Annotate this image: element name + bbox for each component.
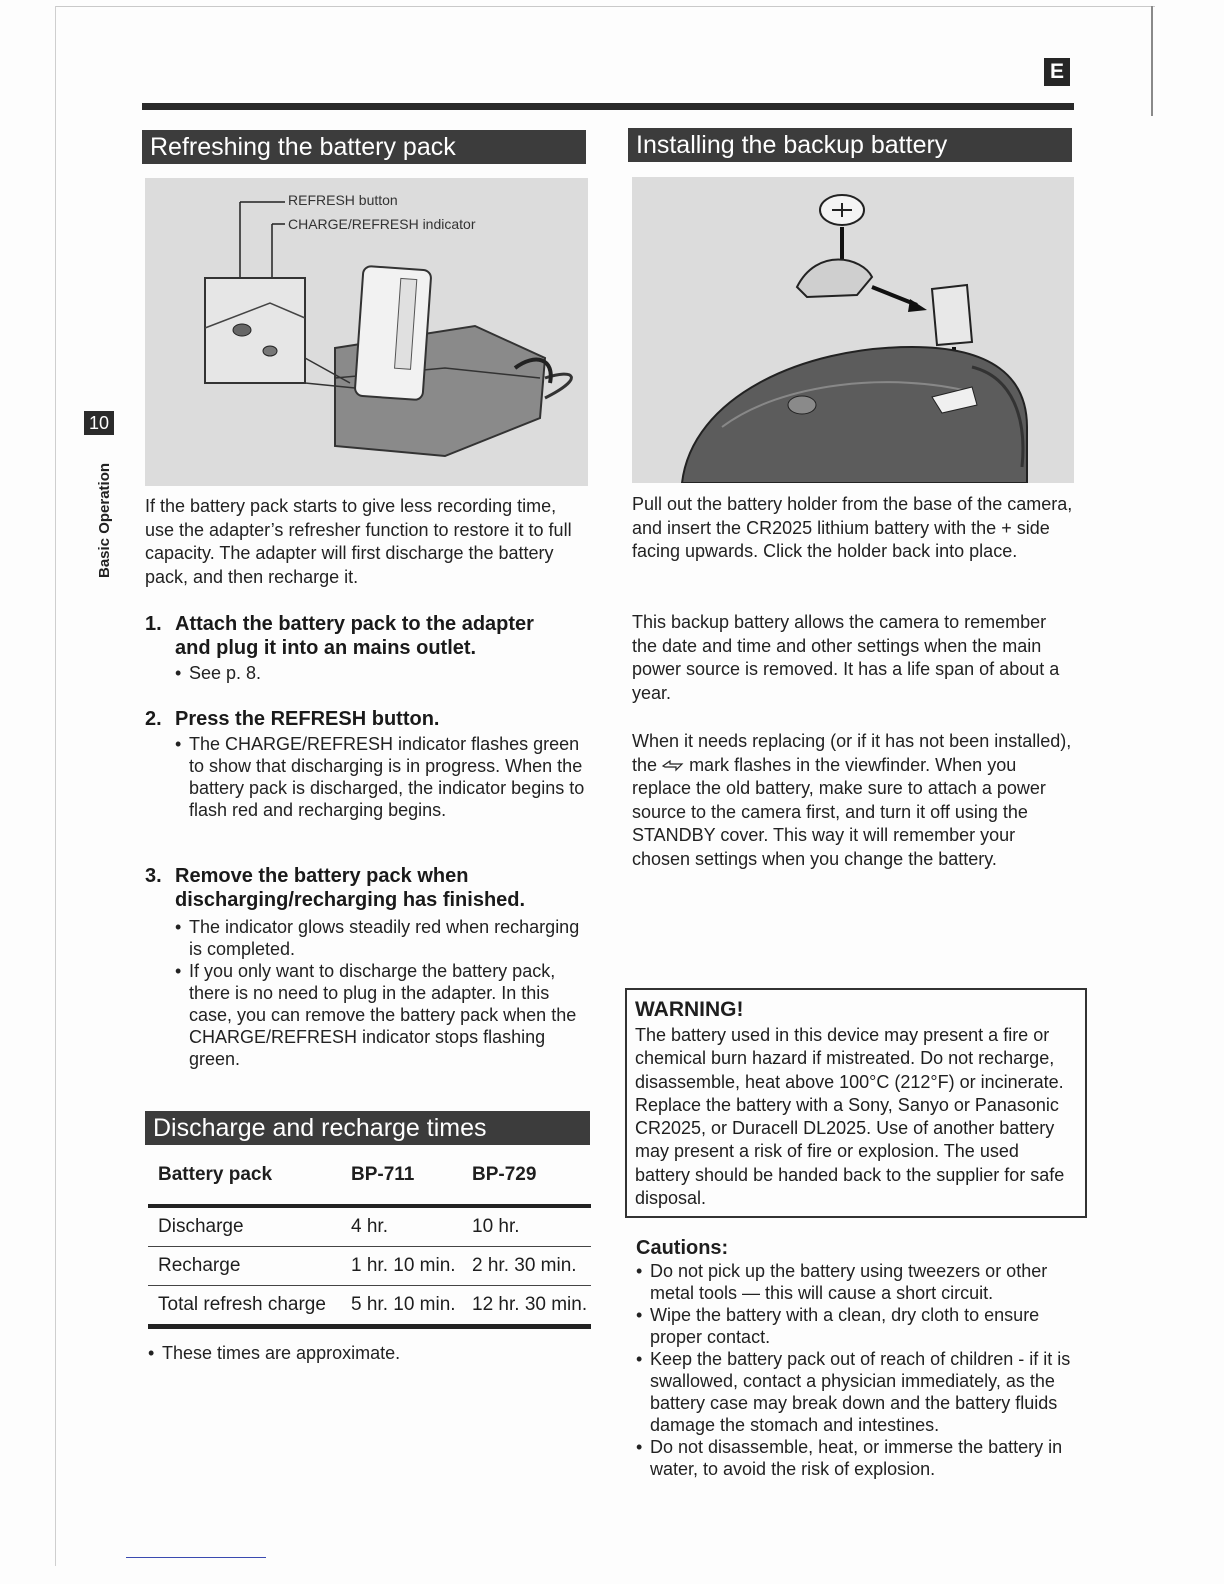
bullet-item: • The CHARGE/REFRESH indicator flashes green to show that discharging is in progress. When the battery pack is discharged, the indicator begins to flash red and recharging begins. [175,733,585,821]
cautions-list [636,1260,1080,1480]
column-header: Battery pack [148,1146,341,1206]
backup-p3 [632,730,1077,871]
refresh-section-title: Refreshing the battery pack [142,130,586,164]
table-cell: 2 hr. 30 min. [462,1247,591,1286]
backup-battery-mark-icon [662,755,684,775]
bullet-item: • If you only want to discharge the battery pack, there is no need to plug in the adapter. In this case, you can remove the battery pack when the CHARGE/REFRESH indicator stops flashing green. [175,960,595,1070]
backup-p1: Pull out the battery holder from the base of the camera, and insert the CR2025 lithium battery with the + side facing upwards. Click the holder back into place. [632,494,1073,561]
step-bullets [175,662,590,684]
step-number: 1. [145,613,162,635]
times-table [148,1146,591,1329]
backup-section-title: Installing the backup battery [628,128,1072,162]
warning-title: WARNING! [635,998,744,1021]
step-heading: Attach the battery pack to the adapter [175,613,534,635]
step-bullets [175,733,585,821]
caution-item: • Wipe the battery with a clean, dry cloth to ensure proper contact. [636,1304,1080,1348]
table-row [148,1206,591,1247]
bullet-item: • See p. 8. [175,662,590,684]
table-row [148,1286,591,1327]
table-cell: 1 hr. 10 min. [341,1247,462,1286]
refresh-button-label: REFRESH button [288,192,398,208]
step-2 [145,707,590,821]
step-bullets [175,916,595,1070]
table-cell: Discharge [148,1206,341,1247]
step-heading-cont: and plug it into an mains outlet. [175,637,477,659]
backup-p3-text: When it needs replacing (or if it has not been installed), the [632,731,1072,775]
table-row [148,1247,591,1286]
table-cell: Recharge [148,1247,341,1286]
times-note [148,1342,588,1364]
page-right-rule [1151,6,1153,116]
side-section-label: Basic Operation [96,462,113,578]
backup-p2: This backup battery allows the camera to remember the date and time and other settings when the main power source is removed. It has a life span of about a year. [632,612,1060,703]
caution-item: • Keep the battery pack out of reach of children - if it is swallowed, contact a physician immediately, as the battery case may break down and the battery fluids damage the stomach and intestines. [636,1348,1080,1436]
warning-text: The battery used in this device may present a fire or chemical burn hazard if mistreated. Do not recharge, disassemble, heat above 100°C (212°F) or incinerate. Replace the battery with a Sony, Sanyo or Panasonic CR2025, or Duracell DL2025. Use of another battery may present a risk of fire or explosion. The used battery should be handed back to the supplier for safe disposal. [635,1025,1065,1209]
step-number: 2. [145,708,162,730]
table-cell: 10 hr. [462,1206,591,1247]
table-cell: 5 hr. 10 min. [341,1286,462,1327]
backup-figure [632,177,1074,483]
step-number: 3. [145,865,162,887]
step-heading: Press the REFRESH button. [175,708,440,730]
footer-underline [126,1557,266,1558]
table-cell: 12 hr. 30 min. [462,1286,591,1327]
cautions-title: Cautions: [636,1237,729,1259]
table-cell: 4 hr. [341,1206,462,1247]
times-section-title: Discharge and recharge times [145,1111,590,1145]
step-heading: Remove the battery pack when [175,865,469,887]
caution-item: • Do not pick up the battery using tweezers or other metal tools — this will cause a short circuit. [636,1260,1080,1304]
bullet-item: • These times are approximate. [148,1342,588,1364]
backup-p3-text-cont: mark flashes in the viewfinder. When you replace the old battery, make sure to attach a power source to the camera first, and turn it off using the STANDBY cover. This way it will remember your chosen settings when you change the battery. [632,754,1046,869]
table-header-row [148,1146,591,1206]
step-1 [145,612,590,684]
page-number: 10 [84,411,114,435]
charge-refresh-indicator-label: CHARGE/REFRESH indicator [288,216,476,232]
page-left-rule [55,6,56,1566]
page-top-rule [55,6,1155,7]
times-table-wrap [148,1146,591,1329]
column-header: BP-729 [462,1146,591,1206]
caution-item: • Do not disassemble, heat, or immerse the battery in water, to avoid the risk of explosion. [636,1436,1080,1480]
header-bar [142,103,1074,110]
column-header: BP-711 [341,1146,462,1206]
refresh-figure [145,178,588,486]
bullet-item: • The indicator glows steadily red when recharging is completed. [175,916,595,960]
step-heading-cont: discharging/recharging has finished. [175,889,526,911]
camera-illustration [632,177,1074,483]
table-cell: Total refresh charge [148,1286,341,1327]
step-3 [145,864,595,1070]
warning-box [625,988,1087,1218]
language-badge: E [1044,58,1070,86]
refresh-intro: If the battery pack starts to give less recording time, use the adapter’s refresher function to restore it to full capacity. The adapter will first discharge the battery pack, and then recharge it. [145,496,572,587]
